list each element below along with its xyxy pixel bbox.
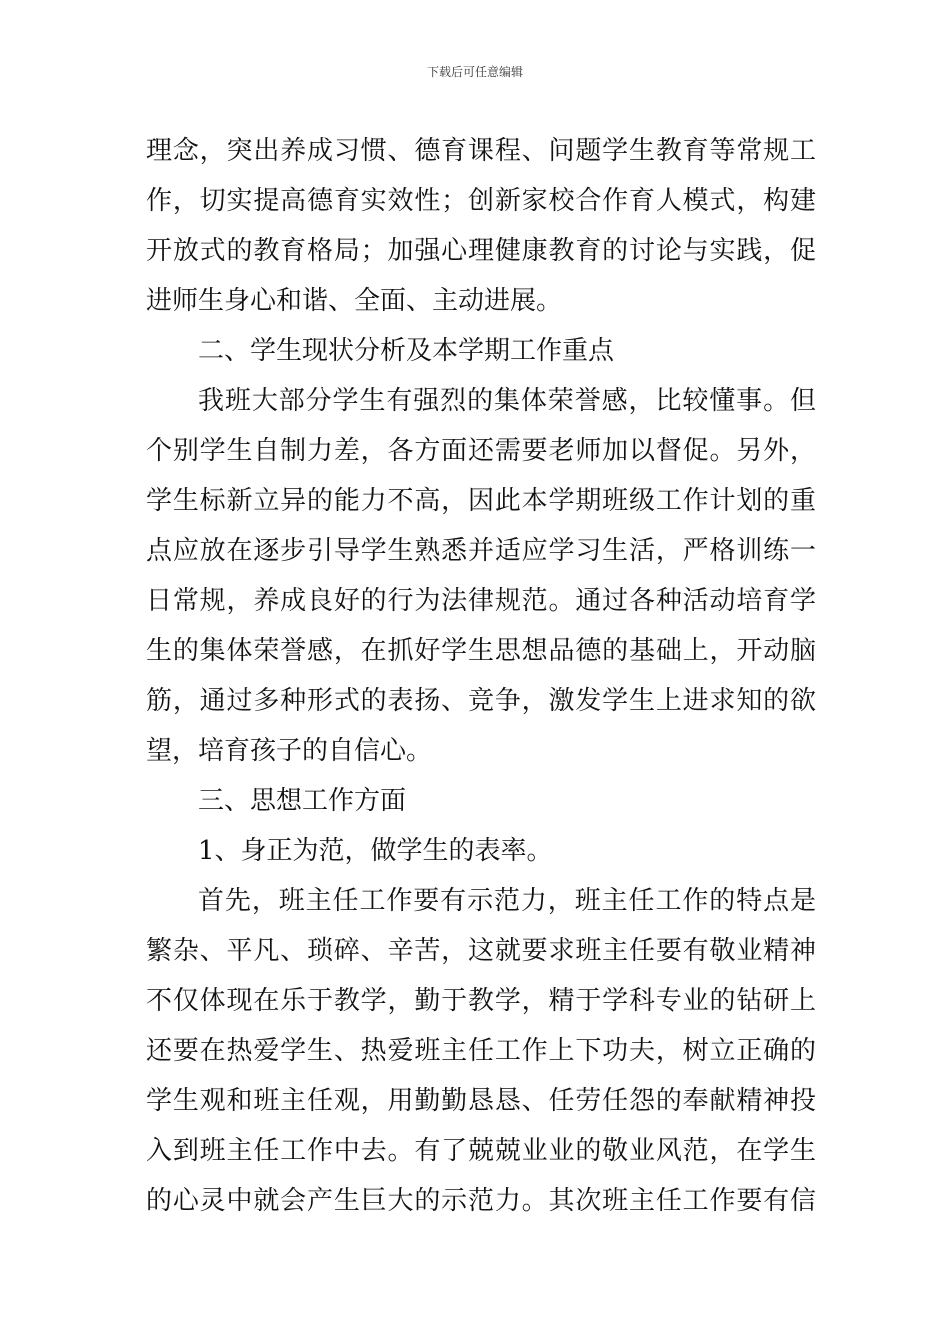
text-line: 点应放在逐步引导学生熟悉并适应学习生活，严格训练一 <box>146 536 816 566</box>
section-heading: 二、学生现状分析及本学期工作重点 <box>198 336 615 366</box>
text-line: 进师生身心和谐、全面、主动进展。 <box>146 286 563 316</box>
text-line: 入到班主任工作中去。有了兢兢业业的敬业风范，在学生 <box>146 1136 816 1166</box>
text-line: 我班大部分学生有强烈的集体荣誉感，比较懂事。但 <box>198 386 816 416</box>
text-line: 繁杂、平凡、琐碎、辛苦，这就要求班主任要有敬业精神 <box>146 936 816 966</box>
text-line: 个别学生自制力差，各方面还需要老师加以督促。另外， <box>146 436 816 466</box>
text-line: 生的集体荣誉感，在抓好学生思想品德的基础上，开动脑 <box>146 636 816 666</box>
text-line: 还要在热爱学生、热爱班主任工作上下功夫，树立正确的 <box>146 1036 816 1066</box>
page-header: 下载后可任意编辑 <box>426 65 523 79</box>
text-line: 作，切实提高德育实效性；创新家校合作育人模式，构建 <box>146 186 816 216</box>
section-heading: 三、思想工作方面 <box>198 786 407 816</box>
text-line: 筋，通过多种形式的表扬、竞争，激发学生上进求知的欲 <box>146 686 816 716</box>
text-line: 不仅体现在乐于教学，勤于教学，精于学科专业的钻研上 <box>146 986 816 1016</box>
subsection-heading: 1、身正为范，做学生的表率。 <box>198 836 553 866</box>
text-line: 理念，突出养成习惯、德育课程、问题学生教育等常规工 <box>146 136 816 166</box>
text-line: 学生标新立异的能力不高，因此本学期班级工作计划的重 <box>146 486 816 516</box>
text-line: 日常规，养成良好的行为法律规范。通过各种活动培育学 <box>146 586 816 616</box>
text-line: 学生观和班主任观，用勤勤恳恳、任劳任怨的奉献精神投 <box>146 1086 816 1116</box>
text-line: 望，培育孩子的自信心。 <box>146 736 433 766</box>
text-line: 开放式的教育格局；加强心理健康教育的讨论与实践，促 <box>146 236 816 266</box>
text-line: 的心灵中就会产生巨大的示范力。其次班主任工作要有信 <box>146 1186 816 1216</box>
text-line: 首先，班主任工作要有示范力，班主任工作的特点是 <box>198 886 816 916</box>
